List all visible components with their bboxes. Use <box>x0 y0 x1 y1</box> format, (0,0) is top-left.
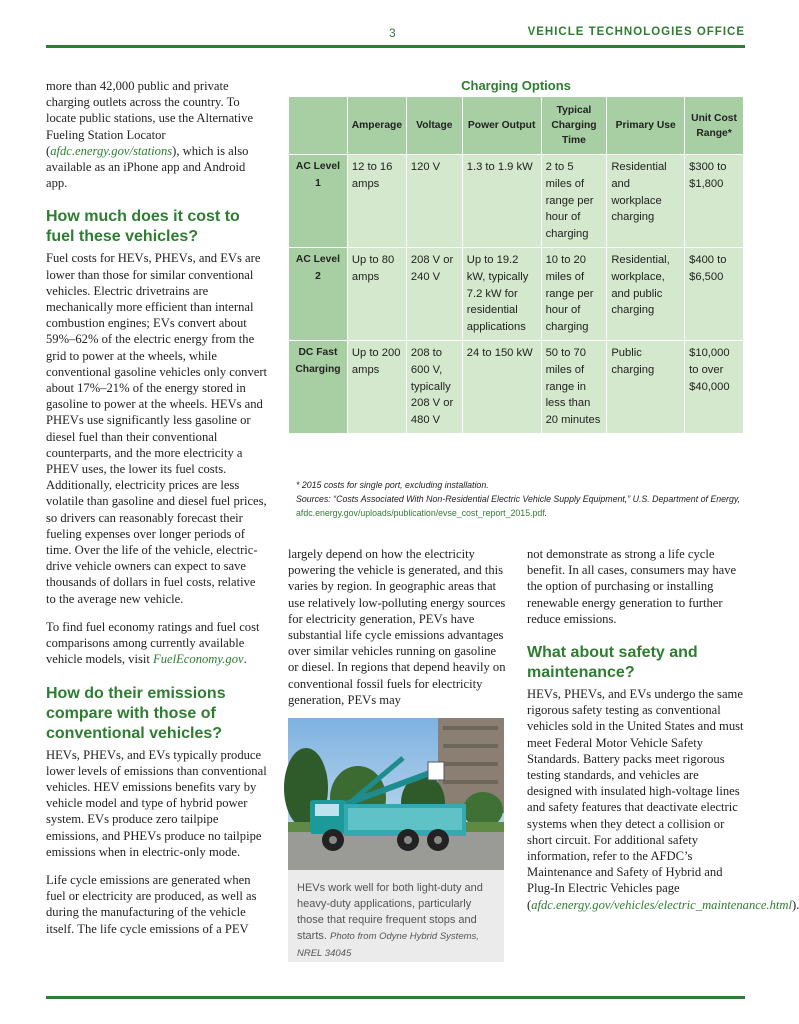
table-header-use: Primary Use <box>607 97 685 155</box>
use-cell: Residential, workplace, and public charging <box>607 247 685 340</box>
lifecycle-paragraph: Life cycle emissions are generated when fuel or electricity are produced, as well as during the manufacturing of the vehicle itself. The life cycle emissions of a PEV <box>46 872 257 936</box>
fueleconomy-link[interactable]: FuelEconomy.gov <box>153 652 244 667</box>
table-header-power: Power Output <box>462 97 541 155</box>
cost-cell: $10,000 to over $40,000 <box>685 340 744 433</box>
intro-text-end: ), which is also available as an iPhone app and Android app. <box>46 143 249 191</box>
safety-end: ). <box>791 897 799 912</box>
time-cell: 2 to 5 miles of range per hour of charging <box>541 155 607 248</box>
left-column <box>46 78 268 949</box>
office-name: VEHICLE TECHNOLOGIES OFFICE <box>527 26 745 38</box>
row-label: AC Level 1 <box>289 155 348 248</box>
safety-paragraph <box>527 686 799 913</box>
bucket-truck-photo <box>288 718 504 870</box>
cost-heading: How much does it cost to fuel these vehicles? <box>46 208 240 246</box>
fueleconomy-text: To find fuel economy ratings and fuel cost comparisons among currently available vehicle models, visit <box>46 619 260 667</box>
emissions-heading: How do their emissions compare with those of conventional vehicles? <box>46 684 226 742</box>
fueleconomy-end: . <box>243 652 247 667</box>
middle-paragraph: largely depend on how the electricity powering the vehicle is generated, and this varies by region. In geographic areas that use relatively low-polluting energy sources for electricity generation, PEVs have substantial life cycle emissions advantages over similar vehicles running on gasoline or diesel. In regions that depend heavily on conventional fossil fuels for electricity generation, PEVs may <box>288 547 506 707</box>
table-sources <box>296 492 746 520</box>
fueleconomy-paragraph <box>46 619 268 668</box>
header-rule <box>46 45 745 48</box>
use-cell: Residential and workplace charging <box>607 155 685 248</box>
power-cell: Up to 19.2 kW, typically 7.2 kW for residential applications <box>462 247 541 340</box>
photo-credit: Photo from Odyne Hybrid Systems, NREL 34045 <box>297 931 479 959</box>
amperage-cell: Up to 80 amps <box>347 247 406 340</box>
table-row <box>289 155 744 248</box>
table-title: Charging Options <box>461 78 571 93</box>
time-cell: 10 to 20 miles of range per hour of charging <box>541 247 607 340</box>
safety-text: HEVs, PHEVs, and EVs undergo the same rigorous safety testing as conventional vehicles sold in the United States and must meet Federal Motor Vehicle Safety Standards. Battery packs meet rigorous testing standards, and vehicles are designed with insulated high-voltage lines and safety features that deactivate electric systems when they detect a collision or short circuit. For additional safety information, refer to the AFDC’s Maintenance and Safety of Hybrid and Plug-In Electric Vehicles page ( <box>527 687 744 912</box>
voltage-cell: 120 V <box>406 155 462 248</box>
table-notes <box>296 478 746 520</box>
right-paragraph: not demonstrate as strong a life cycle benefit. In all cases, consumers may have the option of purchasing or installing renewable energy generation to further reduce emissions. <box>527 547 737 626</box>
time-cell: 50 to 70 miles of range in less than 20 minutes <box>541 340 607 433</box>
station-locator-link[interactable]: afdc.energy.gov/stations <box>50 143 173 158</box>
voltage-cell: 208 to 600 V, typically 208 V or 480 V <box>406 340 462 433</box>
right-column <box>527 546 799 925</box>
cost-paragraph: Fuel costs for HEVs, PHEVs, and EVs are lower than those for similar conventional vehicles. Electric drivetrains are mechanically more efficient than internal combustion engines; EVs convert about 59%–62% of the electric energy from the grid to power at the wheels, while conventional gasoline vehicles only convert about 17%–21% of the energy stored in gasoline to power at the wheels. HEVs and PHEVs use significantly less gasoline or diesel fuel than their conventional counterparts, and the more electricity a PHEV uses, the lower its fuel costs. Additionally, electricity prices are less volatile than gasoline and diesel fuel prices, so drivers can reasonably forecast their fueling expenses over longer periods of time. Over the life of the vehicle, electric-drive vehicle owners can expect to save thousands of dollars in fuel costs, relative to the average new vehicle. <box>46 251 268 606</box>
row-label: DC Fast Charging <box>289 340 348 433</box>
table-header-time: Typical Charging Time <box>541 97 607 155</box>
intro-text: more than 42,000 public and private charging outlets across the country. To locate public stations, use the Alternative Fueling Station Locator ( <box>46 79 254 158</box>
table-header-blank <box>289 97 348 155</box>
caption-text: HEVs work well for both light-duty and heavy-duty applications, particularly those that require frequent stops and starts. <box>297 882 483 942</box>
charging-options-table <box>288 96 744 434</box>
sources-text: Sources: “Costs Associated With Non-Residential Electric Vehicle Supply Equipment,” U.S. Department of Energy, <box>296 494 741 504</box>
table-footnote: * 2015 costs for single port, excluding installation. <box>296 480 489 490</box>
amperage-cell: 12 to 16 amps <box>347 155 406 248</box>
emissions-paragraph: HEVs, PHEVs, and EVs typically produce lower levels of emissions than conventional vehicles. HEV emissions benefits vary by vehicle model and type of hybrid power system. EVs produce zero tailpipe emissions, and PHEVs produce no tailpipe emissions when in electric-only mode. <box>46 747 267 859</box>
table-header-cost: Unit Cost Range* <box>685 97 744 155</box>
power-cell: 1.3 to 1.9 kW <box>462 155 541 248</box>
sources-end: . <box>544 508 548 518</box>
row-label: AC Level 2 <box>289 247 348 340</box>
page-number: 3 <box>389 26 396 40</box>
amperage-cell: Up to 200 amps <box>347 340 406 433</box>
maintenance-safety-link[interactable]: afdc.energy.gov/vehicles/electric_maintenance.html <box>531 897 792 912</box>
table-header-voltage: Voltage <box>406 97 462 155</box>
cost-cell: $300 to $1,800 <box>685 155 744 248</box>
table-row <box>289 340 744 433</box>
intro-paragraph <box>46 78 268 191</box>
voltage-cell: 208 V or 240 V <box>406 247 462 340</box>
table-header-row <box>289 97 744 155</box>
use-cell: Public charging <box>607 340 685 433</box>
cost-cell: $400 to $6,500 <box>685 247 744 340</box>
table-header-amperage: Amperage <box>347 97 406 155</box>
table-row <box>289 247 744 340</box>
photo-caption <box>288 870 504 962</box>
evse-report-link[interactable]: afdc.energy.gov/uploads/publication/evse_cost_report_2015.pdf <box>296 508 545 518</box>
power-cell: 24 to 150 kW <box>462 340 541 433</box>
middle-column <box>288 546 506 720</box>
safety-heading: What about safety and maintenance? <box>527 644 698 682</box>
footer-rule <box>46 996 745 999</box>
